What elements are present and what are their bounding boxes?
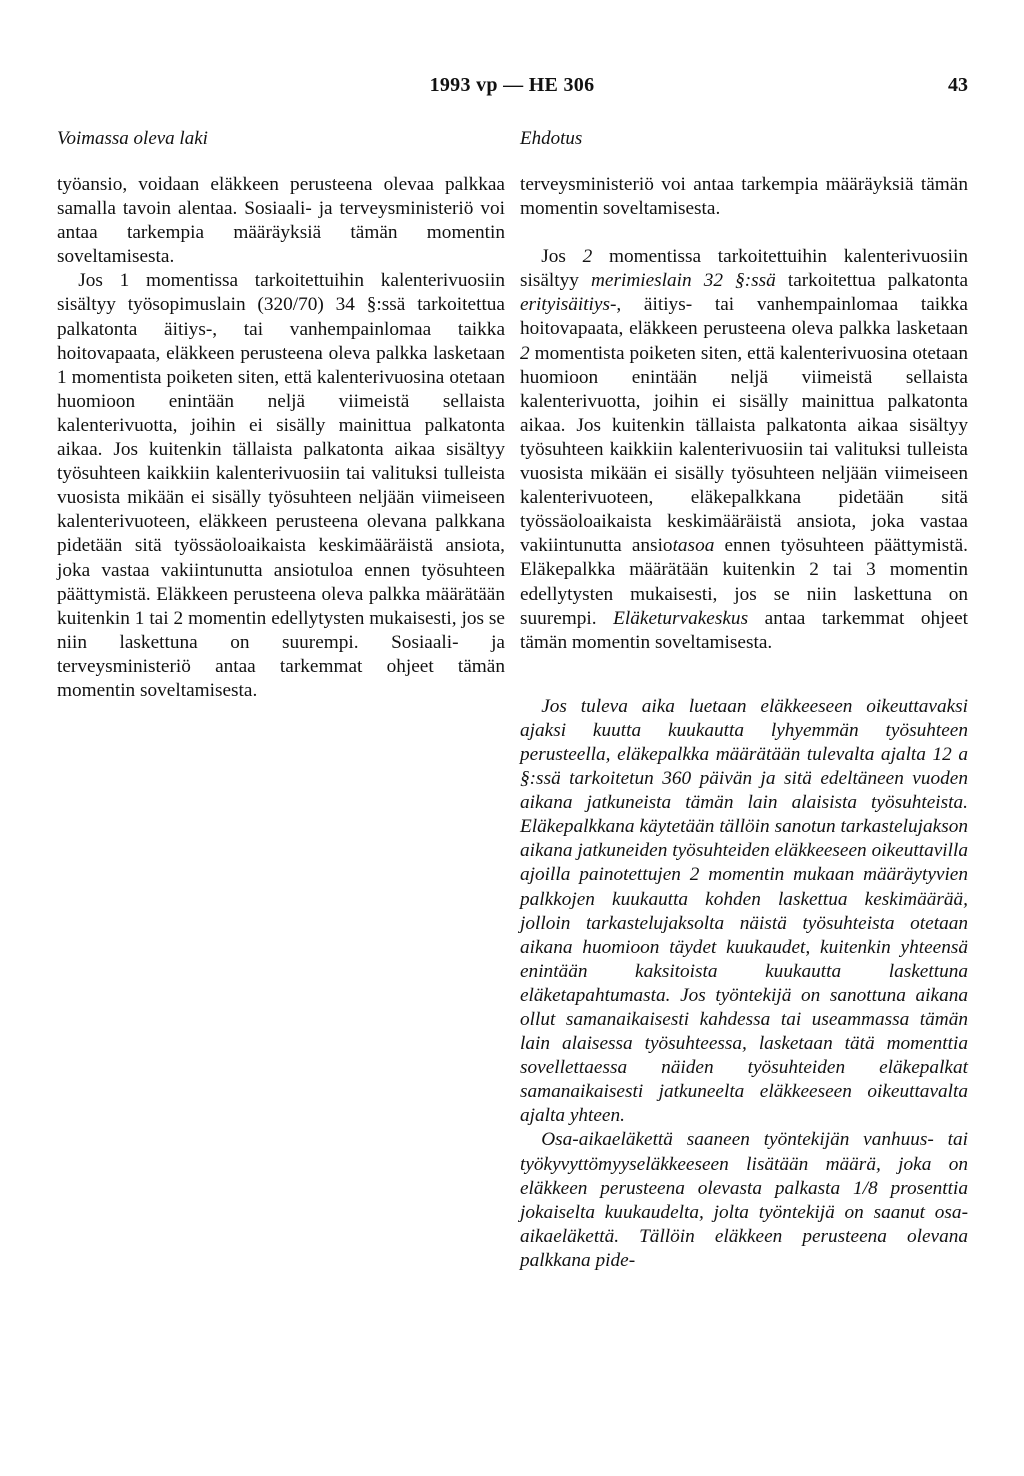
- right-paragraph-4: Osa-aikaeläkettä saaneen työntekijän vanhuus- tai työkyvyttömyyseläkkeeseen lisätään määrä, joka on eläkkeen perusteena olevasta palkasta 1/8 prosenttia jokaiselta kuukaudelta, jolta työntekijä on saanut osa-aikaeläkettä. Tällöin eläkkeen perusteena olevana palkkana pide-: [520, 1129, 968, 1271]
- text-run: ennen työsuhteen päättymistä. Eläkepalkka määrätään kuitenkin 2 tai 3 momentin edellytysten mukaisesti, jos se niin laskettuna on suurempi.: [520, 535, 968, 629]
- text-run: Jos: [541, 246, 583, 268]
- right-column-proposal: [520, 173, 968, 1273]
- left-column-current-law: [57, 173, 505, 703]
- document-title: 1993 vp — HE 306: [429, 74, 595, 96]
- emphasis-run: 2: [582, 246, 593, 268]
- page-number: 43: [948, 74, 968, 96]
- emphasis-run: merimieslain 32 §:ssä: [590, 270, 776, 292]
- emphasis-run: erityisäitiys-: [520, 294, 617, 316]
- left-paragraph-1: työansio, voidaan eläkkeen perusteena olevaa palkkaa samalla tavoin alentaa. Sosiaali- ja terveysministeriö voi antaa tarkempia määräyksiä tämän momentin soveltamisesta.: [57, 174, 505, 268]
- right-column-heading: Ehdotus: [520, 128, 583, 149]
- emphasis-run: Eläketurvakeskus: [613, 607, 749, 629]
- right-paragraph-2: [520, 245, 968, 655]
- text-run: tarkoitettua palkatonta: [775, 270, 969, 292]
- text-run: momentista poiketen siten, että kalenterivuosina otetaan huomioon enintään neljä viimeistä sellaista kalenterivuotta, joihin ei sisälly mainittua palkatonta aikaa. Jos kuitenkin tällaista palkatonta aikaa sisältyy työsuhteen kaikkiin kalenterivuosiin tai valituksi tulleista vuosista mikään ei sisälly työsuhteen neljään viimeiseen kalenterivuoteen, eläkepalkkana pidetään sitä työssäoloaikaista keskimääräistä ansiota, joka vastaa vakiintunutta ansio: [520, 342, 968, 557]
- text-run: , äitiys- tai vanhempainlomaa taikka hoitovapaata, eläkkeen perusteena oleva palkka lasketaan: [520, 294, 968, 340]
- left-paragraph-2: Jos 1 momentissa tarkoitettuihin kalenterivuosiin sisältyy työsopimuslain (320/70) 34 §:ssä tarkoitettua palkatonta äitiys-, tai vanhempainlomaa taikka hoitovapaata, eläkkeen perusteena oleva palkka lasketaan 1 momentista poiketen siten, että kalenterivuosina otetaan huomioon enintään neljä viimeistä sellaista kalenterivuotta, joihin ei sisälly mainittua palkatonta aikaa. Jos kuitenkin tällaista palkatonta aikaa sisältyy työsuhteen kaikkiin kalenterivuosiin tai valituksi tulleista vuosista mikään ei sisälly työsuhteen neljään viimeiseen kalenterivuoteen, eläkkeen perusteena olevana palkkana pidetään sitä työssäoloaikaista keskimääräistä ansiota, joka vastaa vakiintunutta ansiotuloa ennen työsuhteen päättymistä. Eläkkeen perusteena oleva palkka määrätään kuitenkin 1 tai 2 momentin edellytysten mukaisesti, jos se niin laskettuna on suurempi. Sosiaali- ja terveysministeriö antaa tarkemmat ohjeet tämän momentin soveltamisesta.: [57, 270, 505, 701]
- emphasis-run: tasoa: [672, 535, 715, 557]
- left-column-heading: Voimassa oleva laki: [57, 128, 208, 149]
- text-run: momentissa tarkoitettuihin kalenterivuosiin sisältyy: [520, 246, 968, 292]
- right-paragraph-1: terveysministeriö voi antaa tarkempia määräyksiä tämän momentin soveltamisesta.: [520, 174, 968, 220]
- right-paragraph-3: Jos tuleva aika luetaan eläkkeeseen oikeuttavaksi ajaksi kuutta kuukautta lyhyemmän työsuhteen perusteella, eläkepalkka määrätään tulevalta ajalta 12 a §:ssä tarkoitetun 360 päivän ja sitä edeltäneen vuoden aikana jatkuneista tämän lain alaisista työsuhteista. Eläkepalkkana käytetään tällöin sanotun tarkastelujakson aikana jatkuneiden työsuhteiden eläkkeeseen oikeuttavilla ajoilla painotettujen 2 momentin mukaan määräytyvien palkkojen kuukautta kohden laskettua keskimäärää, jolloin tarkastelujaksolta näistä työsuhteista otetaan aikana huomioon täydet kuukaudet, kuitenkin yhteensä enintään kaksitoista kuukautta laskettuna eläketapahtumasta. Jos työntekijä on sanottuna aikana ollut samanaikaisesti kahdessa tai useammassa tämän lain alaisessa työsuhteessa, lasketaan tätä momenttia sovellettaessa näiden työsuhteiden eläkepalkat samanaikaisesti jatkuneelta eläkkeeseen oikeuttavalta ajalta yhteen.: [520, 695, 968, 1127]
- emphasis-run: 2: [520, 342, 530, 364]
- text-run: antaa tarkemmat ohjeet tämän momentin soveltamisesta.: [520, 607, 968, 653]
